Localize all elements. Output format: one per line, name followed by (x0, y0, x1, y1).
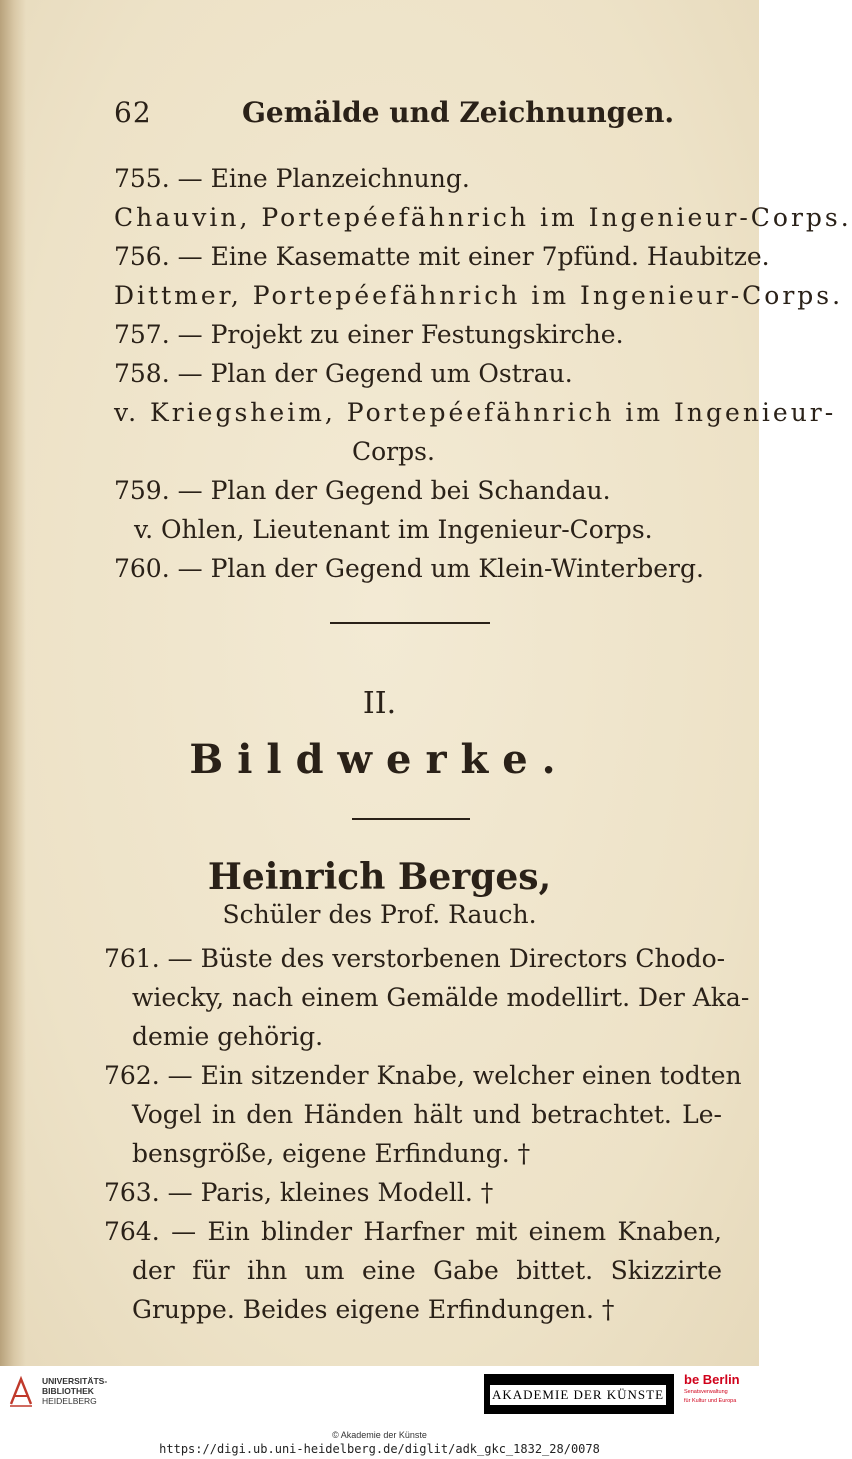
page-number: 62 (114, 96, 152, 129)
artist-subtitle: Schüler des Prof. Rauch. (222, 900, 537, 929)
catalog-line: v. Ohlen, Lieutenant im Ingenieur-Corps. (134, 515, 653, 544)
page-gutter (0, 0, 26, 1366)
catalog-line: 758. — Plan der Gegend um Ostrau. (114, 359, 573, 388)
berlin-logo[interactable] (684, 1372, 754, 1416)
catalog-line: Vogel in den Händen hält und betrachtet. Le- (132, 1100, 722, 1129)
catalog-line: 760. — Plan der Gegend um Klein-Winterberg. (114, 554, 704, 583)
berlin-subtitle-1: Senatsverwaltung (684, 1389, 728, 1395)
university-library-logo-icon[interactable] (8, 1376, 34, 1408)
artist-name: Heinrich Berges, (207, 856, 552, 898)
copyright-text: © Akademie der Künste (332, 1430, 427, 1440)
footer-bar (0, 1366, 759, 1459)
catalog-line: 759. — Plan der Gegend bei Schandau. (114, 476, 611, 505)
catalog-line: Dittmer, Portepéefähnrich im Ingenieur-Corps. (114, 281, 844, 310)
catalog-line: 763. — Paris, kleines Modell. † (104, 1178, 494, 1207)
catalog-line: Gruppe. Beides eigene Erfindungen. † (132, 1295, 615, 1324)
catalog-line: 764. — Ein blinder Harfner mit einem Knaben, (104, 1217, 722, 1246)
university-library-name[interactable]: UNIVERSITÄTS- BIBLIOTHEK HEIDELBERG (42, 1376, 108, 1406)
catalog-line: bensgröße, eigene Erfindung. † (132, 1139, 531, 1168)
divider-rule (352, 818, 470, 820)
catalog-line: 757. — Projekt zu einer Festungskirche. (114, 320, 624, 349)
source-url-link[interactable]: https://digi.ub.uni-heidelberg.de/diglit/adk_gkc_1832_28/0078 (159, 1442, 600, 1456)
berlin-subtitle-2: für Kultur und Europa (684, 1398, 737, 1404)
catalog-line: 755. — Eine Planzeichnung. (114, 164, 470, 193)
catalog-line: 762. — Ein sitzender Knabe, welcher einen todten (104, 1061, 742, 1090)
catalog-line: 756. — Eine Kasematte mit einer 7pfünd. Haubitze. (114, 242, 770, 271)
academy-logo[interactable] (484, 1374, 674, 1414)
running-header (114, 96, 714, 136)
catalog-line: Chauvin, Portepéefähnrich im Ingenieur-Corps. (114, 203, 852, 232)
academy-label: AKADEMIE DER KÜNSTE (490, 1385, 666, 1405)
catalog-line: v. Kriegsheim, Portepéefähnrich im Ingenieur- (114, 398, 837, 427)
catalog-line: 761. — Büste des verstorbenen Directors Chodo- (104, 944, 726, 973)
berlin-logo-text: be Berlin (684, 1372, 740, 1387)
catalog-line: der für ihn um eine Gabe bittet. Skizzirte (132, 1256, 722, 1285)
section-heading: Bildwerke. (189, 736, 570, 783)
catalog-line: demie gehörig. (132, 1022, 324, 1051)
section-number: II. (362, 686, 397, 721)
catalog-line: wiecky, nach einem Gemälde modellirt. Der Aka- (132, 983, 750, 1012)
catalog-line: Corps. (352, 437, 435, 466)
divider-rule (330, 622, 490, 624)
page-title: Gemälde und Zeichnungen. (242, 96, 675, 129)
